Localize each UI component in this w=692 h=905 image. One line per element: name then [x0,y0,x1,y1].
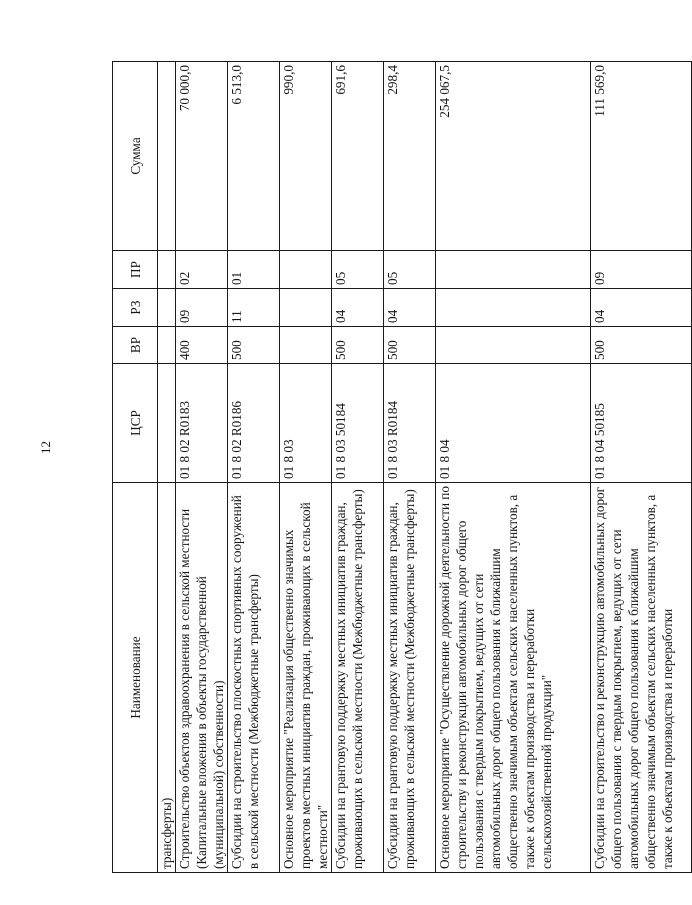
table-row [158,62,176,873]
table-row [332,62,384,873]
cell-pr [436,251,591,289]
cell-vr: 400 [176,327,228,364]
cell-vr: 500 [228,327,280,364]
cell-name: Строительство объектов здравоохранения в сельской местности (Капитальные вложения в объекты государственной (муниципальной) собственности) [176,483,228,873]
table-row [176,62,228,873]
cell-csr: 01 8 02 R0186 [228,364,280,483]
header-vr: ВР [113,327,158,364]
cell-rz: 11 [228,289,280,327]
budget-table [112,61,692,873]
cell-vr: 500 [384,327,436,364]
header-pr: ПР [113,251,158,289]
cell-rz: 04 [384,289,436,327]
cell-vr: 500 [332,327,384,364]
cell-csr [158,364,176,483]
cell-name: Субсидии на строительство и реконструкцию автомобильных дорог общего пользования с твердым покрытием, ведущих от сети автомобильных дорог общего пользования к ближайшим общественно значимым объектам сельских населенных пунктов, а также к объектам производства и переработки [591,483,692,873]
table-row [384,62,436,873]
cell-rz: 04 [332,289,384,327]
header-name: Наименование [113,483,158,873]
cell-pr [158,251,176,289]
cell-csr: 01 8 03 R0184 [384,364,436,483]
cell-pr: 05 [332,251,384,289]
cell-name: Субсидии на грантовую поддержку местных инициатив граждан, проживающих в сельской местности (Межбюджетные трансферты) [332,483,384,873]
header-csr: ЦСР [113,364,158,483]
header-sum: Сумма [113,62,158,251]
cell-vr [158,327,176,364]
cell-pr: 02 [176,251,228,289]
cell-name: Субсидии на строительство плоскостных спортивных сооружений в сельской местности (Межбюджетные трансферты) [228,483,280,873]
cell-csr: 01 8 04 50185 [591,364,692,483]
cell-sum: 111 569,0 [591,62,692,251]
cell-rz: 09 [176,289,228,327]
cell-pr: 09 [591,251,692,289]
cell-rz [436,289,591,327]
cell-name: Субсидии на грантовую поддержку местных инициатив граждан, проживающих в сельской местности (Межбюджетные трансферты) [384,483,436,873]
cell-vr [280,327,332,364]
cell-csr: 01 8 04 [436,364,591,483]
cell-name: трансферты) [158,483,176,873]
cell-rz [158,289,176,327]
cell-sum: 70 000,0 [176,62,228,251]
cell-pr: 01 [228,251,280,289]
table-row [280,62,332,873]
cell-csr: 01 8 03 50184 [332,364,384,483]
cell-sum: 691,6 [332,62,384,251]
table-row [228,62,280,873]
cell-rz [280,289,332,327]
cell-rz: 04 [591,289,692,327]
cell-name: Основное мероприятие "Реализация общественно значимых проектов местных инициатив граждан, проживающих в сельской местности" [280,483,332,873]
table-row [436,62,591,873]
cell-vr: 500 [591,327,692,364]
cell-sum [158,62,176,251]
cell-sum: 990,0 [280,62,332,251]
cell-csr: 01 8 03 [280,364,332,483]
table-row [591,62,692,873]
cell-vr [436,327,591,364]
cell-pr: 05 [384,251,436,289]
cell-sum: 298,4 [384,62,436,251]
cell-sum: 254 067,5 [436,62,591,251]
cell-name: Основное мероприятие "Осуществление дорожной деятельности по строительству и реконструкции автомобильных дорог общего пользования с твердым покрытием, ведущих от сети автомобильных дорог общего пользования к ближайшим общественно значимым объектам сельских населенных пунктов, а также к объектам производства и переработки сельскохозяйственной продукции" [436,483,591,873]
rotated-page-content [112,62,675,873]
header-rz: РЗ [113,289,158,327]
page-number: 12 [38,441,53,454]
table-header-row [113,62,158,873]
cell-csr: 01 8 02 R0183 [176,364,228,483]
cell-sum: 6 513,0 [228,62,280,251]
cell-pr [280,251,332,289]
